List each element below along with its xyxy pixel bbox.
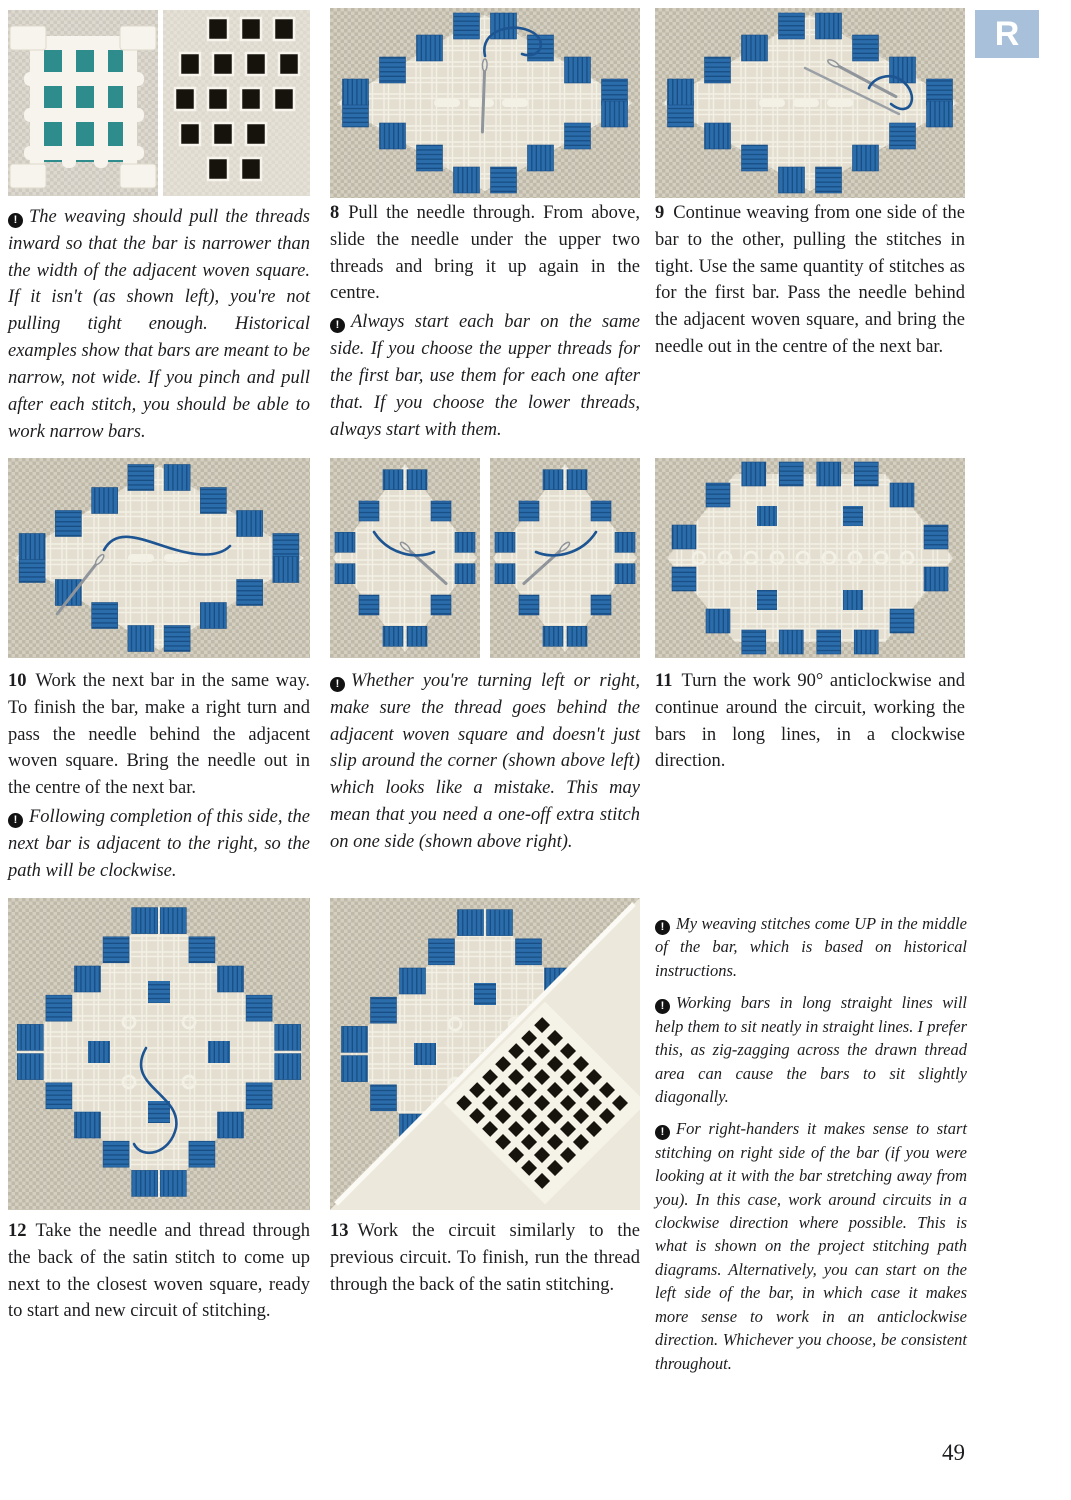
step8-text-block — [330, 200, 640, 443]
step9-paragraph — [655, 200, 965, 361]
note-text: Whether you're turning left or right, make sure the thread goes behind the adjacent woven square and doesn't just slip around the corner (shown above left) which looks like a mistake. This may mean that you need a one-off extra stitch on one side (shown above right). — [330, 671, 640, 852]
step10-paragraph — [8, 668, 310, 802]
step10-note — [8, 804, 310, 884]
turning-note — [330, 668, 640, 856]
side-notes-block — [655, 912, 967, 1384]
page-number: 49 — [942, 1440, 965, 1465]
step8-note — [330, 309, 640, 443]
section-marker: R — [975, 10, 1039, 58]
step-number: 9 — [655, 203, 665, 223]
step-text: Take the needle and thread through the back of the satin stitch to come up next to the closest woven square, ready to start and new circuit of stitching. — [8, 1221, 310, 1322]
note-text: Always start each bar on the same side. If you choose the upper threads for the first bar, use them for each one after that. If you choose the lower threads, always start with them. — [330, 312, 640, 440]
narrow-bars-note — [8, 204, 310, 445]
step12-diagram — [8, 898, 310, 1210]
step8-paragraph — [330, 200, 640, 307]
side-note — [655, 912, 967, 982]
note-icon: ! — [8, 813, 23, 828]
step-text: Work the circuit similarly to the previous circuit. To finish, run the thread through the back of the satin stitching. — [330, 1221, 640, 1295]
step11-diagram — [655, 458, 965, 658]
step-number: 11 — [655, 671, 673, 691]
step12-paragraph — [8, 1218, 310, 1325]
step11-paragraph — [655, 668, 965, 775]
side-note — [655, 1117, 967, 1375]
note-icon: ! — [655, 920, 670, 935]
step-number: 10 — [8, 671, 27, 691]
step-number: 12 — [8, 1221, 27, 1241]
step-text: Work the next bar in the same way. To finish the bar, make a right turn and pass the needle behind the adjacent woven square. Bring the needle out in the centre of the next bar. — [8, 671, 310, 799]
step-text: Continue weaving from one side of the bar to the other, pulling the stitches in tight. Use the same quantity of stitches as for the first bar. Pass the needle behind the adjacent woven square, and bring the needle out in the centre of the next bar. — [655, 203, 965, 358]
step8-diagram — [330, 8, 640, 198]
note-icon: ! — [655, 1125, 670, 1140]
step-number: 8 — [330, 203, 340, 223]
note-text: My weaving stitches come UP in the middle of the bar, which is based on historical instructions. — [655, 914, 967, 980]
step-number: 13 — [330, 1221, 349, 1241]
step11-text-block — [655, 668, 965, 775]
step13-text-block — [330, 1218, 640, 1298]
turn-right-diagram — [490, 458, 640, 658]
turn-diagrams — [330, 458, 640, 658]
step13-paragraph — [330, 1218, 640, 1298]
note-icon: ! — [8, 213, 23, 228]
note-icon: ! — [655, 999, 670, 1014]
note-text: The weaving should pull the threads inward so that the bar is narrower than the width of the adjacent woven square. If it isn't (as shown left), you're not pulling tight enough. Historical examples show that bars are meant to be narrow, not wide. If you pinch and pull after each stitch, you should be able to work narrow bars. — [8, 207, 310, 442]
step-text: Turn the work 90° anticlockwise and continue around the circuit, working the bars in long lines, in a clockwise direction. — [655, 671, 965, 772]
note-text: Working bars in long straight lines will help them to sit neatly in straight lines. I prefer this, as zig-zagging across the drawn thread area can cause the bars to sit slightly diagonally. — [655, 993, 967, 1106]
note-icon: ! — [330, 677, 345, 692]
note-text: For right-handers it makes sense to start stitching on right side of the bar (if you were looking at it with the bar stretching away from you). In this case, work around circuits in a clockwise direction where possible. This is what is shown on the project stitching path diagrams. Alternatively, you can start on the left side of the bar, in which case it makes more sense to work in an anticlockwise direction. Whichever you choose, be consistent throughout. — [655, 1119, 967, 1373]
step10-diagram — [8, 458, 310, 658]
step-text: Pull the needle through. From above, slide the needle under the upper two threads and bring it up again in the centre. — [330, 203, 640, 304]
note-icon: ! — [330, 318, 345, 333]
note-text: Following completion of this side, the next bar is adjacent to the right, so the path will be clockwise. — [8, 807, 310, 881]
step9-text-block — [655, 200, 965, 361]
step13-diagram-photo — [330, 898, 640, 1210]
side-note — [655, 991, 967, 1108]
narrow-bars-photo — [8, 10, 158, 196]
cutwork-photo — [163, 10, 310, 196]
step9-diagram — [655, 8, 965, 198]
step12-text-block — [8, 1218, 310, 1325]
turn-left-diagram — [330, 458, 480, 658]
step10-text-block — [8, 668, 310, 885]
